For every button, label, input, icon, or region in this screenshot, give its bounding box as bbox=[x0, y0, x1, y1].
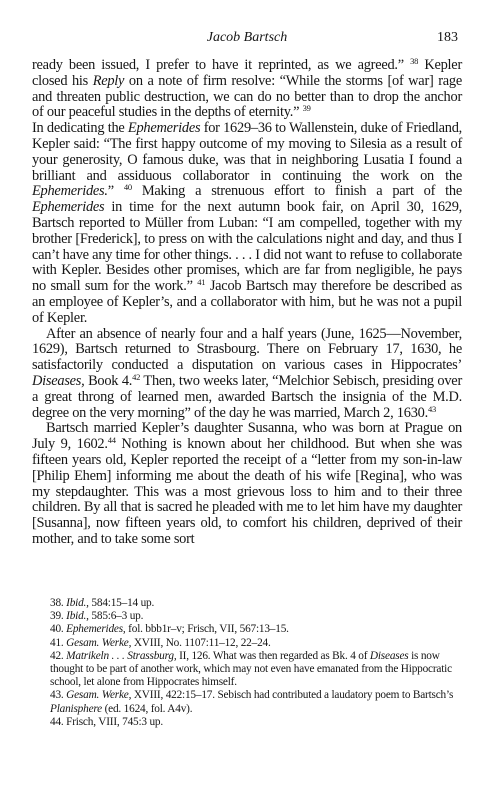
paragraph bbox=[32, 327, 462, 422]
text-run: Then, two weeks later, “Melchior Sebisch, presiding over a great throng of learned men, awarded Bartsch the insignia of the M.D. degree on the very morning” of the day he was married, March 2, 1630. bbox=[32, 372, 462, 421]
italic-text: Ibid., bbox=[66, 610, 89, 623]
text-run: Nothing is known about her childhood. But when she was fifteen years old, Kepler reported the receipt of a “letter from my son-in-law [Philip Ehem] informing me about the death of his wife [Regina], who was my stepdaughter. This was a most grievous loss to him and to their three children. By all that is sacred he pleaded with me to let him have my daughter [Susanna], now fifteen years old, to comfort his children, deprived of their mother, and to take some sort bbox=[32, 436, 463, 547]
footnote-ref: 44 bbox=[107, 435, 116, 446]
page-number: 183 bbox=[437, 30, 458, 45]
text-run: Jacob Bartsch may therefore be described as an employee of Kepler’s, and a collaborator with him, but he was not a pupil of Kepler. bbox=[32, 278, 462, 326]
text-run: Book 4. bbox=[84, 372, 133, 389]
footnote bbox=[50, 716, 464, 729]
footnote bbox=[50, 650, 464, 690]
text-run: is now thought to be part of another work, which may not even have emanated from the Hippocratic school, let alone from Hippocrates himself. bbox=[50, 649, 452, 689]
text-run: 585:6–3 up. bbox=[88, 610, 144, 623]
italic-text: Ephemerides. bbox=[32, 183, 108, 200]
text-run: 44. Frisch, VIII, 745:3 up. bbox=[50, 715, 164, 728]
footnote-ref: 39 bbox=[302, 103, 311, 114]
italic-text: Planisphere bbox=[50, 702, 102, 715]
italic-text: Diseases bbox=[369, 649, 409, 662]
footnote bbox=[50, 597, 464, 610]
text-run: ” bbox=[107, 183, 124, 200]
paragraph bbox=[32, 121, 462, 326]
footnote-ref: 41 bbox=[197, 277, 206, 288]
text-run: (ed. 1624, fol. A4v). bbox=[101, 702, 193, 715]
text-run: ready been issued, I prefer to have it reprinted, as we agreed.” bbox=[32, 57, 411, 73]
italic-text: Ibid., bbox=[66, 597, 89, 609]
footnotes bbox=[50, 597, 464, 729]
page-header bbox=[36, 30, 458, 48]
footnote bbox=[50, 637, 464, 650]
paragraph bbox=[32, 421, 462, 547]
text-run: 584:15–14 up. bbox=[88, 597, 155, 609]
footnote-ref: 38 bbox=[410, 56, 419, 66]
italic-text: Gesam. Werke, bbox=[66, 636, 132, 649]
footnote bbox=[50, 623, 464, 636]
footnote-ref: 40 bbox=[123, 182, 132, 193]
italic-text: Ephemerides, bbox=[66, 623, 126, 636]
text-run: II, 126. What was then regarded as Bk. 4 of bbox=[176, 649, 370, 662]
italic-text: Ephemerides bbox=[32, 199, 105, 216]
text-run: After an absence of nearly four and a half years (June, 1625—November, 1629), Bartsch returned to Strasbourg. There on February 17, 1630, he satisfactorily conducted a disputation on various cases in Hippocrates’ bbox=[32, 325, 462, 374]
running-head: Jacob Bartsch bbox=[206, 30, 288, 45]
text-run: XVIII, No. 1107:11–12, 22–24. bbox=[131, 636, 271, 649]
text-run: on a note of firm resolve: “While the storms [of war] rage and threaten public destruction, we can do no better than to drop the anchor of our peaceful studies in the depths of eternity.” bbox=[32, 72, 462, 121]
footnote bbox=[50, 689, 464, 715]
text-run: 40. bbox=[50, 623, 67, 636]
body-text bbox=[32, 58, 462, 548]
text-run: 39. bbox=[50, 610, 67, 623]
italic-text: Diseases, bbox=[32, 372, 85, 389]
italic-text: Ephemerides bbox=[127, 120, 201, 137]
italic-text: Gesam. Werke, bbox=[66, 689, 132, 702]
text-run: 38. bbox=[50, 597, 67, 609]
paragraph bbox=[32, 58, 462, 121]
text-run: Making a strenuous effort to finish a part of the bbox=[131, 183, 462, 200]
text-run: XVIII, 422:15–17. Sebisch had contributed a laudatory poem to Bartsch’s bbox=[131, 689, 454, 702]
text-run: 41. bbox=[50, 636, 67, 649]
text-run: fol. bbb1r–v; Frisch, VII, 567:13–15. bbox=[125, 623, 289, 636]
footnote bbox=[50, 610, 464, 623]
footnote-ref: 43 bbox=[427, 403, 436, 414]
italic-text: Reply bbox=[92, 72, 125, 89]
footnote-ref: 42 bbox=[132, 371, 141, 382]
text-run: In dedicating the bbox=[32, 120, 128, 137]
text-run: for 1629–36 to Wallenstein, duke of Friedland, Kepler said: “The first happy outcome of my moving to Silesia as a result of your generosity, O famous duke, was that in neighboring Lusatia I found a brilliant and assiduous collaborator in continuing the work on the bbox=[32, 120, 462, 184]
text-run: 42. bbox=[50, 649, 67, 662]
text-run: in time for the next autumn book fair, on April 30, 1629, Bartsch reported to Müller from Luban: “I am compelled, together with my brother [Frederick], to press on with the calculations night and day, and thus I can’t have any time for other things. . . . I did not want to refuse to collaborate with Kepler. Besides other promises, which are far from negligible, he pays no small sum for the work.” bbox=[32, 199, 462, 295]
text-run: Kepler closed his bbox=[32, 57, 462, 89]
text-run: 43. bbox=[50, 689, 67, 702]
text-run: Bartsch married Kepler’s daughter Susanna, who was born at Prague on July 9, 1602. bbox=[32, 420, 462, 453]
italic-text: Matrikeln . . . Strassburg, bbox=[66, 649, 177, 662]
